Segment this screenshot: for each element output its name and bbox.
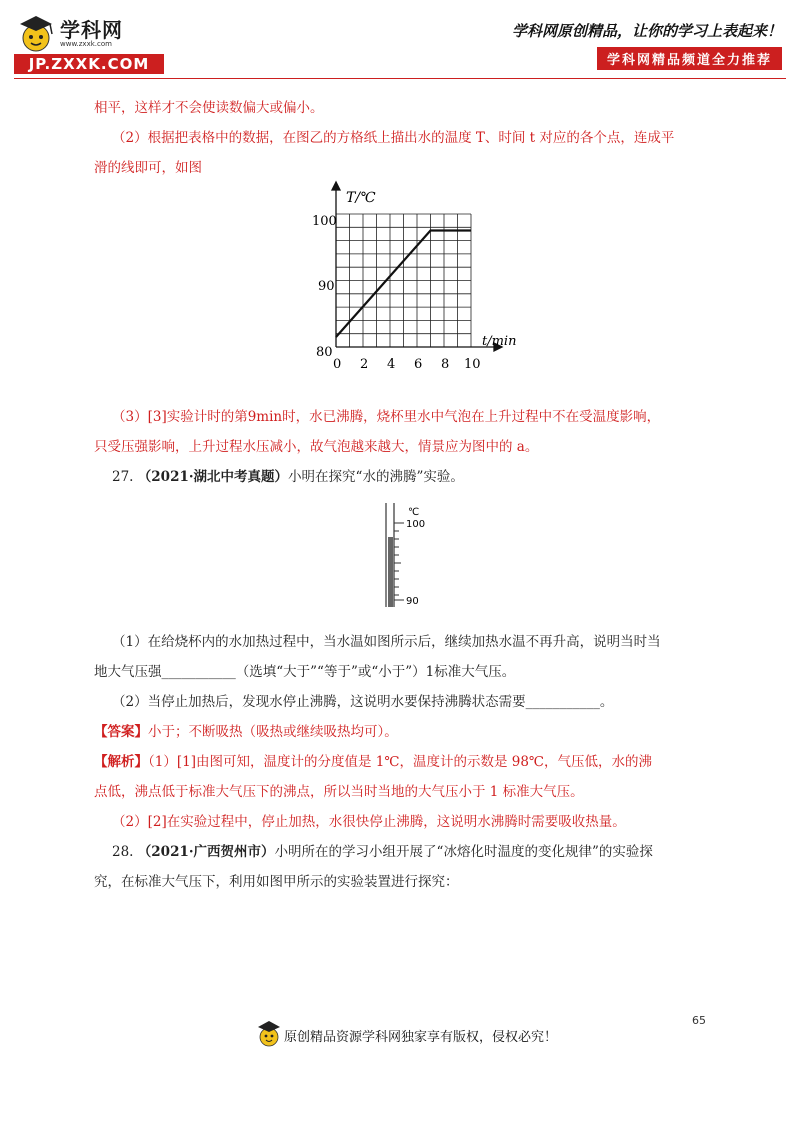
question-source-tag: （2021·广西贺州市）	[137, 844, 275, 860]
site-logo[interactable]	[14, 12, 164, 74]
page-number: 65	[692, 1014, 706, 1027]
thermometer-top-label: 100	[406, 519, 426, 530]
x-tick-label: 10	[464, 357, 481, 372]
mascot-icon	[256, 1018, 282, 1048]
question-number: 27.	[112, 469, 134, 485]
text-line: （3）[3]实验计时的第9min时，水已沸腾，烧杯里水中气泡在上升过程中不在受温度影响，	[112, 409, 661, 425]
thermometer-liquid	[388, 537, 393, 607]
text-line: 点低，沸点低于标准大气压下的沸点，所以当时当地的大气压小于 1 标准大气压。	[94, 784, 584, 800]
question-text: 小明所在的学习小组开展了“冰熔化时温度的变化规律”的实验探	[274, 844, 653, 860]
footer-copyright: 原创精品资源学科网独家享有版权，侵权必究！	[284, 1030, 558, 1045]
text-line: （1）在给烧杯内的水加热过程中，当水温如图所示后，继续加热水温不再升高，说明当时当	[112, 634, 661, 650]
temperature-time-graph	[300, 180, 530, 380]
question-number: 28.	[112, 844, 134, 860]
answer-text: 小于；不断吸热（吸热或继续吸热均可）。	[148, 724, 398, 740]
question-source-tag: （2021·湖北中考真题）	[137, 469, 289, 485]
header-channel-banner: 学科网精品频道全力推荐	[597, 47, 782, 70]
explanation-line	[94, 752, 714, 772]
text-line: 滑的线即可，如图	[94, 160, 202, 176]
text-line: 只受压强影响，上升过程水压减小，故气泡越来越大，情景应为图中的 a。	[94, 439, 539, 455]
logo-badge: JP.ZXXK.COM	[14, 54, 164, 74]
x-tick-label: 6	[414, 357, 423, 372]
text-line: 究，在标准大气压下，利用如图甲所示的实验装置进行探究：	[94, 874, 459, 890]
question-28-heading	[112, 842, 712, 862]
x-tick-label: 0	[333, 357, 342, 372]
thermometer-figure	[380, 503, 440, 611]
thermometer-unit: ℃	[408, 507, 420, 518]
text-line: （2）当停止加热后，发现水停止沸腾，这说明水要保持沸腾状态需要___________。	[112, 694, 614, 710]
y-tick-label: 100	[312, 214, 337, 229]
explanation-label: 【解析】	[94, 754, 148, 770]
x-axis-title: t/min	[482, 334, 517, 349]
text-line: （2）根据把表格中的数据，在图乙的方格纸上描出水的温度 T、时间 t 对应的各个点，连成平	[112, 130, 675, 146]
header-divider	[14, 78, 786, 79]
x-tick-label: 4	[387, 357, 396, 372]
text-line: 地大气压强___________（选填“大于”“等于”或“小于”）1标准大气压。	[94, 664, 516, 680]
x-tick-label: 2	[360, 357, 369, 372]
y-axis-title: T/℃	[346, 190, 376, 206]
question-27-heading	[112, 467, 712, 487]
question-text: 小明在探究“水的沸腾”实验。	[288, 469, 464, 485]
logo-subtext: www.zxxk.com	[60, 40, 112, 48]
y-tick-label: 90	[318, 279, 335, 294]
header-slogan: 学科网原创精品，让你的学习上表起来！	[511, 22, 782, 40]
mascot-icon	[14, 12, 58, 54]
x-tick-label: 8	[441, 357, 450, 372]
text-line: （2）[2]在实验过程中，停止加热，水很快停止沸腾，这说明水沸腾时需要吸收热量。	[112, 814, 626, 830]
thermometer-bottom-label: 90	[406, 596, 419, 607]
answer-line	[94, 722, 714, 742]
y-tick-label: 80	[316, 345, 333, 360]
answer-label: 【答案】	[94, 724, 148, 740]
logo-text: 学科网	[60, 18, 123, 42]
graph-grid	[336, 214, 471, 347]
explanation-text: （1）[1]由图可知，温度计的分度值是 1℃，温度计的示数是 98℃，气压低，水的沸	[148, 754, 653, 770]
text-line: 相平，这样才不会使读数偏大或偏小。	[94, 100, 324, 116]
footer	[256, 1018, 596, 1058]
